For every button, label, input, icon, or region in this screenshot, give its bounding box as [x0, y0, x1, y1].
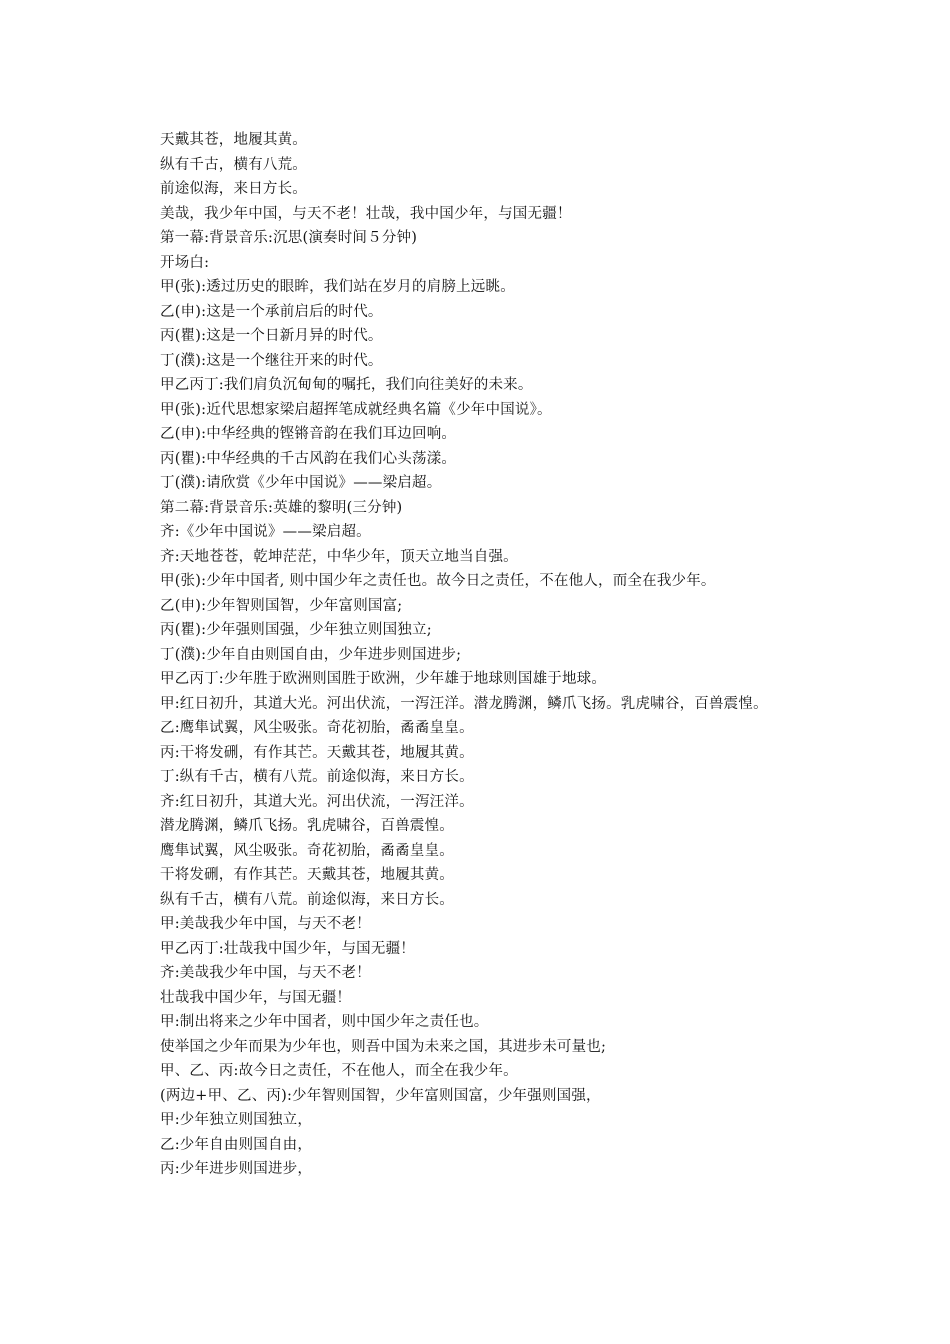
text-line: 甲(张):少年中国者, 则中国少年之责任也。故今日之责任，不在他人，而全在我少年。 [160, 573, 716, 589]
text-line: 前途似海，来日方长。 [160, 181, 307, 197]
section-heading: 第二幕:背景音乐:英雄的黎明(三分钟) [160, 499, 403, 516]
text-line: 丙:干将发硎，有作其芒。天戴其苍，地履其黄。 [160, 744, 474, 761]
text-line: 开场白: [160, 254, 210, 271]
text-line: 天戴其苍，地履其黄。 [160, 132, 307, 148]
text-line: 美哉，我少年中国，与天不老！壮哉，我中国少年，与国无疆！ [160, 205, 572, 222]
text-line: 干将发硎，有作其芒。天戴其苍，地履其黄。 [160, 867, 454, 883]
text-line: 甲乙丙丁:我们肩负沉甸甸的嘱托，我们向往美好的未来。 [160, 377, 533, 393]
text-line: 甲、乙、丙:故今日之责任，不在他人，而全在我少年。 [160, 1063, 518, 1079]
text-line: (两边+甲、乙、丙):少年智则国智，少年富则国富，少年强则国强， [160, 1087, 601, 1104]
text-line: 乙:鹰隼试翼，风尘吸张。奇花初胎，矞矞皇皇。 [160, 720, 474, 736]
text-line: 鹰隼试翼，风尘吸张。奇花初胎，矞矞皇皇。 [160, 842, 454, 859]
text-line: 齐:美哉我少年中国，与天不老！ [160, 965, 371, 981]
text-line: 甲(张):透过历史的眼眸，我们站在岁月的肩膀上远眺。 [160, 279, 515, 295]
text-line: 齐:《少年中国说》——梁启超。 [160, 524, 371, 540]
document-body [160, 128, 860, 1182]
text-line: 甲(张):近代思想家梁启超挥笔成就经典名篇《少年中国说》。 [160, 401, 552, 418]
text-line: 纵有千古，横有八荒。 [160, 156, 307, 173]
text-line: 丁(濮):请欣赏《少年中国说》——梁启超。 [160, 475, 442, 491]
text-line: 潜龙腾渊，鳞爪飞扬。乳虎啸谷，百兽震惶。 [160, 818, 454, 834]
text-line: 丙(瞿):这是一个日新月异的时代。 [160, 328, 383, 344]
text-line: 丙(瞿):少年强则国强，少年独立则国独立; [160, 622, 432, 638]
text-line: 丙:少年进步则国进步， [160, 1161, 313, 1177]
text-line: 乙(申):中华经典的铿锵音韵在我们耳边回响。 [160, 426, 457, 442]
text-line: 丁:纵有千古，横有八荒。前途似海，来日方长。 [160, 769, 474, 785]
text-line: 使举国之少年而果为少年也，则吾中国为未来之国，其进步未可量也; [160, 1038, 607, 1055]
text-line: 丁(濮):这是一个继往开来的时代。 [160, 352, 383, 369]
text-line: 壮哉我中国少年，与国无疆！ [160, 989, 352, 1006]
text-line: 甲:美哉我少年中国，与天不老！ [160, 916, 371, 932]
text-line: 纵有千古，横有八荒。前途似海，来日方长。 [160, 891, 454, 908]
text-line: 齐:红日初升，其道大光。河出伏流，一泻汪洋。 [160, 793, 474, 810]
section-heading: 第一幕:背景音乐:沉思(演奏时间５分钟) [160, 230, 418, 246]
text-line: 乙(申):这是一个承前启后的时代。 [160, 303, 383, 320]
text-line: 甲:制出将来之少年中国者，则中国少年之责任也。 [160, 1014, 489, 1030]
text-line: 乙:少年自由则国自由， [160, 1136, 313, 1153]
text-line: 丁(濮):少年自由则国自由，少年进步则国进步; [160, 646, 462, 663]
text-line: 丙(瞿):中华经典的千古风韵在我们心头荡漾。 [160, 450, 457, 467]
text-line: 甲乙丙丁:壮哉我中国少年，与国无疆！ [160, 940, 415, 957]
text-line: 甲:红日初升，其道大光。河出伏流，一泻汪洋。潜龙腾渊，鳞爪飞扬。乳虎啸谷，百兽震惶。 [160, 695, 768, 712]
text-line: 齐:天地苍苍，乾坤茫茫，中华少年，顶天立地当自强。 [160, 548, 518, 565]
text-line: 甲乙丙丁:少年胜于欧洲则国胜于欧洲，少年雄于地球则国雄于地球。 [160, 671, 607, 687]
text-line: 甲:少年独立则国独立， [160, 1112, 313, 1128]
text-line: 乙(申):少年智则国智，少年富则国富; [160, 597, 403, 614]
